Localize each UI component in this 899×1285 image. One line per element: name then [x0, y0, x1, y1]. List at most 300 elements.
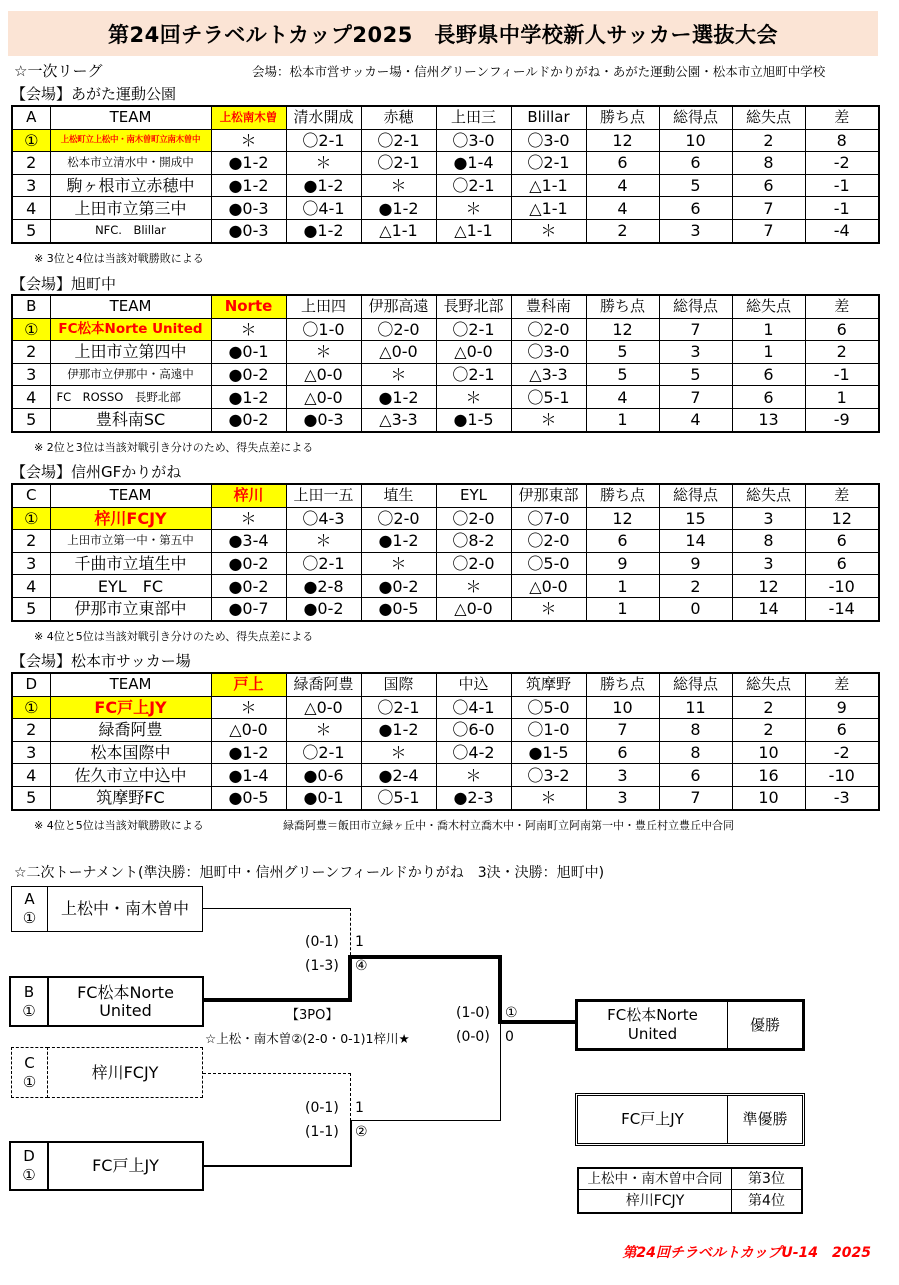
table-cell: 6 — [805, 318, 879, 341]
table-header-cell: 総得点 — [659, 673, 732, 696]
third-place-result: ☆上松・南木曽②(2-0・0-1)1梓川★ — [205, 1031, 410, 1046]
table-header-cell: 中込 — [436, 673, 511, 696]
table-cell: 6 — [732, 386, 805, 409]
table-cell: 11 — [659, 696, 732, 719]
table-cell: 14 — [732, 597, 805, 620]
table-cell: 7 — [659, 386, 732, 409]
table-cell: 2 — [732, 719, 805, 742]
table-cell: 7 — [732, 197, 805, 220]
table-header-cell: TEAM — [50, 484, 211, 507]
table-cell: 4 — [12, 386, 50, 409]
table-cell: ●0-3 — [211, 219, 286, 242]
table-cell: 〇2-0 — [436, 552, 511, 575]
table-header-cell: TEAM — [50, 295, 211, 318]
table-cell: ●1-5 — [436, 408, 511, 431]
table-cell: 8 — [805, 129, 879, 152]
table-header-cell: 上田四 — [286, 295, 361, 318]
table-cell: ① — [12, 129, 50, 152]
table-cell: 1 — [586, 408, 659, 431]
table-cell: 佐久市立中込中 — [50, 764, 211, 787]
table-header-cell: EYL — [436, 484, 511, 507]
table-header-cell: 差 — [805, 295, 879, 318]
table-cell: ＊ — [211, 507, 286, 530]
sf2-top-pk: (0-1) — [305, 1100, 339, 1116]
table-header-cell: Norte — [211, 295, 286, 318]
table-cell: △0-0 — [361, 341, 436, 364]
third-title: 第3位 — [732, 1169, 801, 1190]
table-cell: △3-3 — [361, 408, 436, 431]
table-cell: 14 — [659, 530, 732, 553]
table-cell: 10 — [732, 741, 805, 764]
table-cell: 〇3-2 — [511, 764, 586, 787]
table-header-row — [12, 484, 879, 507]
table-cell: ＊ — [511, 408, 586, 431]
table-cell: △3-3 — [511, 363, 586, 386]
table-row — [12, 174, 879, 197]
table-cell: 3 — [659, 219, 732, 242]
table-header-cell: 総得点 — [659, 295, 732, 318]
table-cell: ＊ — [511, 219, 586, 242]
table-row — [12, 341, 879, 364]
table-cell: 6 — [586, 530, 659, 553]
table-cell: 3 — [12, 363, 50, 386]
table-cell: 梓川FCJY — [50, 507, 211, 530]
table-header-cell: 伊那東部 — [511, 484, 586, 507]
table-cell: ●0-3 — [286, 408, 361, 431]
sf1-top-score: 1 — [355, 934, 364, 950]
table-cell: △1-1 — [361, 219, 436, 242]
table-cell: -10 — [805, 575, 879, 598]
table-cell: ●0-2 — [286, 597, 361, 620]
table-cell: ＊ — [211, 318, 286, 341]
table-header-cell: Blillar — [511, 106, 586, 129]
table-cell: 〇2-1 — [361, 696, 436, 719]
table-cell: 9 — [586, 552, 659, 575]
table-cell: ＊ — [511, 786, 586, 809]
table-cell: ① — [12, 696, 50, 719]
table-cell: 6 — [805, 552, 879, 575]
table-cell: ＊ — [436, 197, 511, 220]
table-cell: 4 — [12, 197, 50, 220]
group-a-table — [11, 105, 880, 244]
table-cell: 〇2-0 — [436, 507, 511, 530]
entry-a-team: 上松中・南木曽中 — [47, 886, 203, 932]
table-cell: 松本市立清水中・開成中 — [50, 152, 211, 175]
table-cell: 〇8-2 — [436, 530, 511, 553]
table-cell: ●1-5 — [511, 741, 586, 764]
table-header-cell: 総得点 — [659, 484, 732, 507]
group-b-venue: 【会場】旭町中 — [11, 275, 117, 293]
bracket-line — [204, 1165, 352, 1167]
table-cell: 松本国際中 — [50, 741, 211, 764]
entry-b-group: B — [23, 982, 35, 1001]
table-cell: 駒ヶ根市立赤穂中 — [50, 174, 211, 197]
group-b-note: ※ 2位と3位は当該対戦引き分けのため、得失点差による — [34, 441, 314, 454]
table-cell: 〇2-1 — [286, 552, 361, 575]
table-row — [12, 719, 879, 742]
table-cell: -3 — [805, 786, 879, 809]
table-cell: 8 — [659, 719, 732, 742]
final-bot-pk: (0-0) — [456, 1029, 490, 1045]
table-cell: △0-0 — [286, 386, 361, 409]
table-cell: 〇2-0 — [511, 318, 586, 341]
table-row — [12, 575, 879, 598]
table-cell: FC戸上JY — [50, 696, 211, 719]
group-c-venue: 【会場】信州GFかりがね — [11, 463, 182, 481]
bracket-line — [350, 1120, 501, 1121]
table-cell: -4 — [805, 219, 879, 242]
table-header-cell: 緑喬阿豊 — [286, 673, 361, 696]
table-cell: 〇7-0 — [511, 507, 586, 530]
table-cell: ＊ — [211, 129, 286, 152]
table-row — [12, 129, 879, 152]
table-header-cell: 差 — [805, 484, 879, 507]
table-cell: 12 — [732, 575, 805, 598]
table-cell: 〇4-1 — [286, 197, 361, 220]
table-cell: 2 — [805, 341, 879, 364]
table-cell: 5 — [586, 363, 659, 386]
table-cell: 7 — [732, 219, 805, 242]
table-cell: 1 — [805, 386, 879, 409]
table-cell: ●0-1 — [286, 786, 361, 809]
table-cell: 〇4-1 — [436, 696, 511, 719]
table-cell: ＊ — [361, 552, 436, 575]
group-d-venue: 【会場】松本市サッカー場 — [11, 652, 191, 670]
table-row — [12, 741, 879, 764]
table-cell: -14 — [805, 597, 879, 620]
table-header-cell: 勝ち点 — [586, 484, 659, 507]
fourth-team: 梓川FCJY — [579, 1190, 732, 1212]
table-cell: 9 — [805, 696, 879, 719]
table-header-cell: 筑摩野 — [511, 673, 586, 696]
venues-note: 会場：松本市営サッカー場・信州グリーンフィールドかりがね・あがた運動公園・松本市立旭町中学校 — [252, 64, 826, 79]
table-cell: 上松町立上松中・南木曽町立南木曽中 — [50, 129, 211, 152]
group-c-note: ※ 4位と5位は当該対戦引き分けのため、得失点差による — [34, 630, 314, 643]
table-header-cell: 上松南木曽 — [211, 106, 286, 129]
table-cell: -1 — [805, 174, 879, 197]
table-cell: 〇2-1 — [436, 318, 511, 341]
table-cell: 〇6-0 — [436, 719, 511, 742]
table-cell: 〇5-1 — [361, 786, 436, 809]
table-cell: 4 — [12, 575, 50, 598]
table-cell: 12 — [586, 318, 659, 341]
entry-c-team: 梓川FCJY — [47, 1047, 203, 1098]
table-row — [12, 408, 879, 431]
table-cell: ●3-4 — [211, 530, 286, 553]
table-cell: 8 — [732, 530, 805, 553]
bracket-line — [348, 955, 502, 959]
table-cell: △1-1 — [511, 174, 586, 197]
table-cell: EYL FC — [50, 575, 211, 598]
table-header-cell: 勝ち点 — [586, 673, 659, 696]
table-header-row — [12, 106, 879, 129]
table-cell: 13 — [732, 408, 805, 431]
page-title: 第24回チラベルトカップ2025 長野県中学校新人サッカー選抜大会 — [8, 11, 878, 56]
table-header-cell: 赤穂 — [361, 106, 436, 129]
sf2-top-score: 1 — [355, 1100, 364, 1116]
footer: 第24回チラベルトカップU-14 2025 — [622, 1245, 871, 1261]
fourth-title: 第4位 — [748, 1192, 785, 1209]
table-row — [12, 786, 879, 809]
table-cell: 〇5-0 — [511, 696, 586, 719]
table-cell: -9 — [805, 408, 879, 431]
entry-a-rank: ① — [22, 909, 37, 927]
group-a-note: ※ 3位と4位は当該対戦勝敗による — [34, 252, 204, 265]
table-cell: 〇3-0 — [511, 129, 586, 152]
third-team: 上松中・南木曽中合同 — [579, 1169, 732, 1190]
table-cell: 6 — [805, 719, 879, 742]
table-row — [12, 764, 879, 787]
table-row — [12, 219, 879, 242]
table-cell: ●1-2 — [286, 219, 361, 242]
table-cell: 3 — [659, 341, 732, 364]
table-cell: 4 — [586, 386, 659, 409]
table-cell: 伊那市立東部中 — [50, 597, 211, 620]
champion-team-line1: FC松本Norte — [607, 1006, 698, 1024]
bracket-line — [350, 908, 351, 960]
table-cell: ●1-2 — [211, 174, 286, 197]
table-header-cell: 総失点 — [732, 106, 805, 129]
table-row — [12, 507, 879, 530]
table-cell: ＊ — [286, 152, 361, 175]
final-bot-score: 0 — [505, 1029, 514, 1045]
table-cell: 15 — [659, 507, 732, 530]
entry-c-seed — [11, 1047, 48, 1098]
table-cell: 1 — [586, 575, 659, 598]
table-cell: 12 — [805, 507, 879, 530]
champion-title: 優勝 — [749, 1015, 780, 1034]
table-cell: ＊ — [286, 719, 361, 742]
table-cell: 筑摩野FC — [50, 786, 211, 809]
entry-b-team — [47, 976, 204, 1027]
table-cell: △0-0 — [436, 341, 511, 364]
table-header-cell: TEAM — [50, 673, 211, 696]
table-cell: 3 — [586, 764, 659, 787]
table-cell: ●1-4 — [211, 764, 286, 787]
table-cell: -2 — [805, 152, 879, 175]
table-header-cell: 豊科南 — [511, 295, 586, 318]
table-header-cell: 梓川 — [211, 484, 286, 507]
table-cell: 〇2-1 — [511, 152, 586, 175]
table-cell: ＊ — [511, 597, 586, 620]
table-cell: △0-0 — [511, 575, 586, 598]
table-cell: ●0-6 — [286, 764, 361, 787]
table-cell: 3 — [732, 552, 805, 575]
table-cell: ① — [12, 318, 50, 341]
entry-b-seed — [9, 976, 49, 1027]
group-c-table — [11, 483, 880, 622]
table-cell: ＊ — [361, 174, 436, 197]
table-cell: ＊ — [361, 741, 436, 764]
table-cell: 〇2-0 — [511, 530, 586, 553]
table-header-row — [12, 673, 879, 696]
table-cell: 2 — [586, 219, 659, 242]
table-cell: ●0-2 — [361, 575, 436, 598]
table-cell: 5 — [659, 363, 732, 386]
table-header-cell: TEAM — [50, 106, 211, 129]
entry-d-seed — [9, 1141, 49, 1191]
table-cell: 12 — [586, 507, 659, 530]
table-cell: ●2-3 — [436, 786, 511, 809]
table-cell: 豊科南SC — [50, 408, 211, 431]
table-cell: 5 — [659, 174, 732, 197]
table-cell: 〇3-0 — [436, 129, 511, 152]
entry-a-seed — [11, 886, 48, 932]
table-cell: ●0-3 — [211, 197, 286, 220]
table-header-cell: 上田三 — [436, 106, 511, 129]
table-cell: 〇1-0 — [511, 719, 586, 742]
table-header-cell: 長野北部 — [436, 295, 511, 318]
table-cell: 伊那市立伊那中・高遠中 — [50, 363, 211, 386]
table-cell: 〇2-0 — [361, 318, 436, 341]
table-header-cell: 国際 — [361, 673, 436, 696]
group-d-table — [11, 672, 880, 811]
table-cell: 4 — [12, 764, 50, 787]
table-cell: ●0-2 — [211, 575, 286, 598]
table-cell: 3 — [586, 786, 659, 809]
table-cell: 6 — [659, 197, 732, 220]
table-cell: 8 — [732, 152, 805, 175]
table-cell: 〇4-3 — [286, 507, 361, 530]
table-cell: 6 — [732, 363, 805, 386]
table-cell: 16 — [732, 764, 805, 787]
table-header-cell: D — [12, 673, 50, 696]
table-cell: 3 — [12, 552, 50, 575]
table-cell: 上田市立第三中 — [50, 197, 211, 220]
bracket-line — [350, 1120, 352, 1167]
table-header-row — [12, 295, 879, 318]
table-cell: △1-1 — [511, 197, 586, 220]
entry-b-team-line1: FC松本Norte — [77, 982, 174, 1002]
table-cell: 1 — [732, 318, 805, 341]
entry-b-team-line2: United — [99, 1000, 152, 1020]
table-cell: ＊ — [436, 386, 511, 409]
table-row — [12, 197, 879, 220]
table-cell: ＊ — [436, 575, 511, 598]
table-cell: 5 — [12, 408, 50, 431]
table-row — [12, 318, 879, 341]
table-cell: 上田市立第四中 — [50, 341, 211, 364]
table-cell: 5 — [12, 597, 50, 620]
table-header-cell: B — [12, 295, 50, 318]
table-cell: ＊ — [286, 341, 361, 364]
bracket-line — [500, 1023, 501, 1121]
table-cell: 〇5-0 — [511, 552, 586, 575]
group-b-table — [11, 294, 880, 433]
table-cell: 4 — [586, 197, 659, 220]
table-cell: 〇1-0 — [286, 318, 361, 341]
table-header-cell: 伊那高遠 — [361, 295, 436, 318]
table-cell: -1 — [805, 197, 879, 220]
table-cell: ●1-2 — [361, 386, 436, 409]
table-cell: 8 — [659, 741, 732, 764]
table-cell: ●2-8 — [286, 575, 361, 598]
table-cell: ＊ — [436, 764, 511, 787]
table-header-cell: A — [12, 106, 50, 129]
third-place-label: 【3PO】 — [286, 1008, 339, 1023]
table-cell: ●0-1 — [211, 341, 286, 364]
table-cell: △0-0 — [286, 696, 361, 719]
table-cell: 〇2-1 — [436, 174, 511, 197]
table-cell: ●0-5 — [211, 786, 286, 809]
table-cell: 緑喬阿豊 — [50, 719, 211, 742]
table-cell: NFC. Blillar — [50, 219, 211, 242]
bracket-line — [348, 955, 352, 1002]
table-cell: ●1-2 — [361, 719, 436, 742]
bracket-line — [498, 955, 502, 1023]
table-cell: 1 — [732, 341, 805, 364]
table-cell: ●0-2 — [211, 552, 286, 575]
table-cell: 〇2-1 — [286, 129, 361, 152]
table-cell: 6 — [586, 741, 659, 764]
bracket-line — [204, 998, 352, 1002]
group-d-note2: 緑喬阿豊＝飯田市立緑ヶ丘中・喬木村立喬木中・阿南町立阿南第一中・豊丘村立豊丘中合同 — [283, 819, 734, 832]
tournament-heading: ☆二次トーナメント(準決勝：旭町中・信州グリーンフィールドかりがね 3決・決勝：旭町中) — [14, 865, 605, 881]
table-cell: 12 — [586, 129, 659, 152]
table-cell: 6 — [805, 530, 879, 553]
table-cell: 5 — [12, 786, 50, 809]
table-header-cell: 差 — [805, 673, 879, 696]
entry-a-group: A — [24, 890, 35, 908]
table-cell: 〇4-2 — [436, 741, 511, 764]
table-cell: 10 — [659, 129, 732, 152]
group-d-note: ※ 4位と5位は当該対戦勝敗による — [34, 819, 204, 832]
bracket-line — [203, 908, 351, 909]
table-row — [12, 152, 879, 175]
table-cell: ●2-4 — [361, 764, 436, 787]
table-cell: ●1-2 — [361, 197, 436, 220]
table-header-cell: 差 — [805, 106, 879, 129]
table-cell: 5 — [12, 219, 50, 242]
entry-d-team: FC戸上JY — [47, 1141, 204, 1191]
table-header-cell: 戸上 — [211, 673, 286, 696]
table-header-cell: 埴生 — [361, 484, 436, 507]
table-cell: 6 — [659, 764, 732, 787]
table-row — [12, 597, 879, 620]
table-cell: 〇2-1 — [436, 363, 511, 386]
table-cell: 2 — [12, 152, 50, 175]
table-row — [12, 696, 879, 719]
table-cell: 〇3-0 — [511, 341, 586, 364]
table-row — [12, 552, 879, 575]
table-header-cell: 上田一五 — [286, 484, 361, 507]
table-cell: ●1-2 — [211, 741, 286, 764]
table-header-cell: 勝ち点 — [586, 106, 659, 129]
table-cell: 6 — [586, 152, 659, 175]
table-cell: △0-0 — [286, 363, 361, 386]
final-top-score: ① — [505, 1005, 518, 1021]
table-cell: 3 — [12, 174, 50, 197]
group-a-venue: 【会場】あがた運動公園 — [11, 85, 177, 103]
table-cell: 1 — [586, 597, 659, 620]
table-cell: 上田市立第一中・第五中 — [50, 530, 211, 553]
runner-up-title: 準優勝 — [742, 1110, 788, 1128]
bracket-line — [203, 1073, 351, 1074]
table-header-cell: 総失点 — [732, 484, 805, 507]
table-header-cell: 総得点 — [659, 106, 732, 129]
table-cell: 2 — [732, 129, 805, 152]
table-cell: 7 — [659, 318, 732, 341]
sf2-bot-pk: (1-1) — [305, 1124, 339, 1140]
table-cell: △0-0 — [436, 597, 511, 620]
table-cell: △1-1 — [436, 219, 511, 242]
table-row — [12, 530, 879, 553]
table-cell: 千曲市立埴生中 — [50, 552, 211, 575]
table-cell: ●1-2 — [361, 530, 436, 553]
table-cell: FC松本Norte United — [50, 318, 211, 341]
sf1-top-pk: (0-1) — [305, 934, 339, 950]
table-header-cell: 総失点 — [732, 673, 805, 696]
